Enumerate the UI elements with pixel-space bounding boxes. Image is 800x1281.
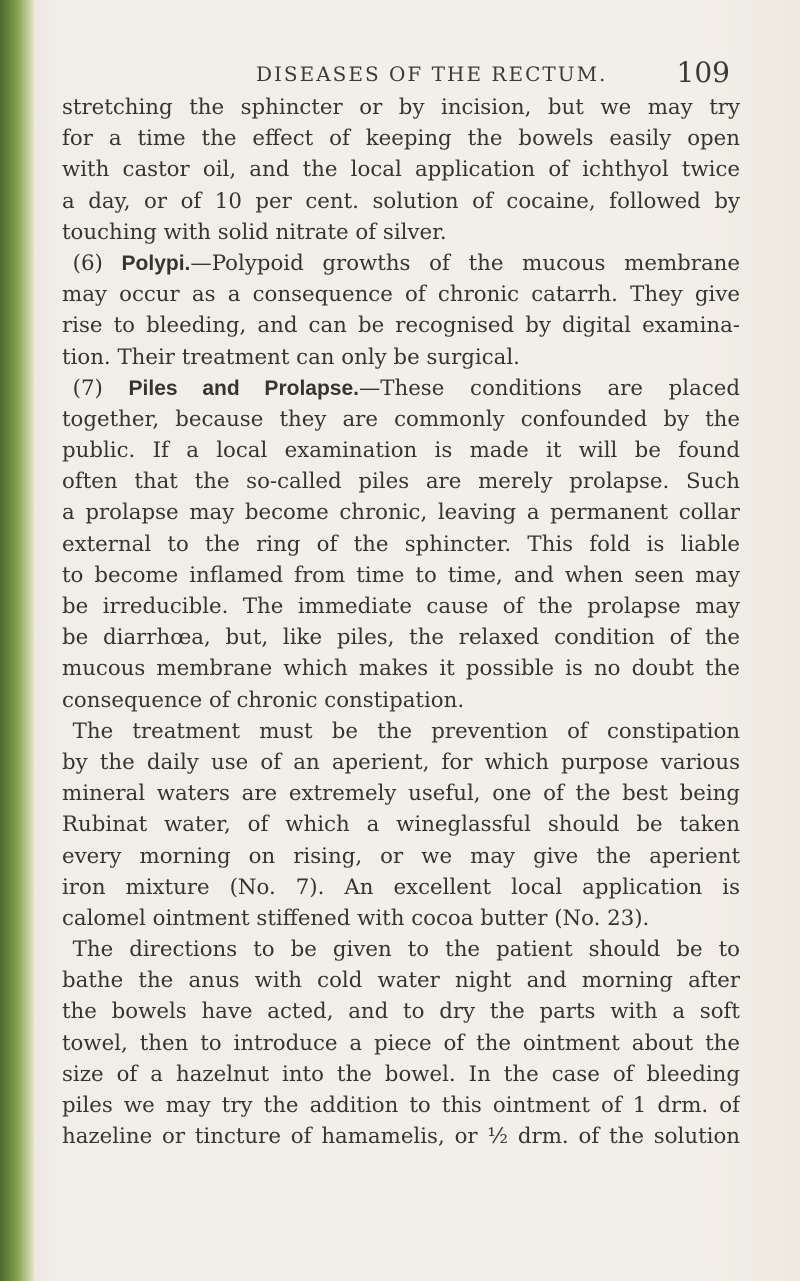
text-line: piles we may try the addition to this ointment of 1 drm. of — [62, 1093, 740, 1118]
text-line: a day, or of 10 per cent. solution of cocaine, followed by — [62, 188, 740, 214]
text-line: be diarrhœa, but, like piles, the relaxed condition of the — [62, 625, 740, 651]
text-line: with castor oil, and the local application of ichthyol twice — [62, 157, 740, 183]
text-line: public. If a local examination is made it will be found — [62, 438, 740, 464]
text-line: may occur as a consequence of chronic catarrh. They give — [62, 282, 740, 308]
text-line: often that the so-called piles are merely prolapse. Such — [62, 469, 740, 495]
text-line — [62, 716, 740, 747]
text-line: towel, then to introduce a piece of the ointment about the — [62, 1030, 740, 1056]
body-text — [62, 92, 740, 1152]
text-line: external to the ring of the sphincter. This fold is liable — [62, 531, 740, 557]
text-line: every morning on rising, or we may give the aperient — [62, 843, 740, 869]
text-line: rise to bleeding, and can be recognised by digital examina- — [62, 313, 740, 339]
text-line: iron mixture (No. 7). An excellent local application is — [62, 874, 740, 900]
section-number: (7) — [72, 375, 103, 401]
text-line: consequence of chronic constipation. — [62, 687, 465, 713]
text-line: for a time the effect of keeping the bowels easily open — [62, 126, 740, 152]
text-line: hazeline or tincture of hamamelis, or ½ drm. of the solution — [62, 1124, 740, 1150]
text-line: be irreducible. The immediate cause of the prolapse may — [62, 594, 740, 619]
text-line: by the daily use of an aperient, for which purpose various — [62, 749, 740, 775]
section-piles-first-line — [62, 373, 740, 404]
text-line: bathe the anus with cold water night and morning after — [62, 968, 740, 994]
text-line: calomel ointment stiffened with cocoa butter (No. 23). — [62, 905, 650, 931]
book-spine-edge — [0, 0, 34, 1281]
text-line: touching with solid nitrate of silver. — [62, 219, 447, 245]
running-title: DISEASES OF THE RECTUM. — [256, 62, 608, 86]
paragraph-directions-first-line: The directions to be given to the patient should be to — [72, 937, 740, 963]
text-line: the bowels have acted, and to dry the parts with a soft — [62, 999, 740, 1025]
text-line: size of a hazelnut into the bowel. In the case of bleeding — [62, 1061, 740, 1087]
text-line — [62, 934, 740, 965]
section-piles-first-line-text: —These conditions are placed — [358, 375, 740, 401]
text-line: a prolapse may become chronic, leaving a permanent collar — [62, 500, 740, 526]
section-heading-polypi: Polypi. — [121, 251, 191, 275]
paragraph-treatment-first-line: The treatment must be the prevention of constipation — [72, 718, 740, 744]
text-line: mucous membrane which makes it possible is no doubt the — [62, 656, 740, 682]
text-line: stretching the sphincter or by incision, but we may try — [62, 95, 740, 120]
running-head — [60, 56, 730, 96]
section-polypi-first-line-text: —Polypoid growths of the mucous membrane — [190, 250, 740, 276]
section-polypi-first-line — [62, 248, 740, 279]
text-line: together, because they are commonly confounded by the — [62, 406, 740, 432]
text-line: to become inflamed from time to time, and when seen may — [62, 562, 740, 588]
page-number: 109 — [676, 56, 730, 89]
text-line: tion. Their treatment can only be surgical. — [62, 344, 520, 370]
section-number: (6) — [72, 250, 103, 276]
text-line: mineral waters are extremely useful, one of the best being — [62, 781, 740, 807]
section-heading-piles: Piles and Prolapse. — [128, 376, 359, 400]
text-line: Rubinat water, of which a wineglassful should be taken — [62, 812, 740, 838]
